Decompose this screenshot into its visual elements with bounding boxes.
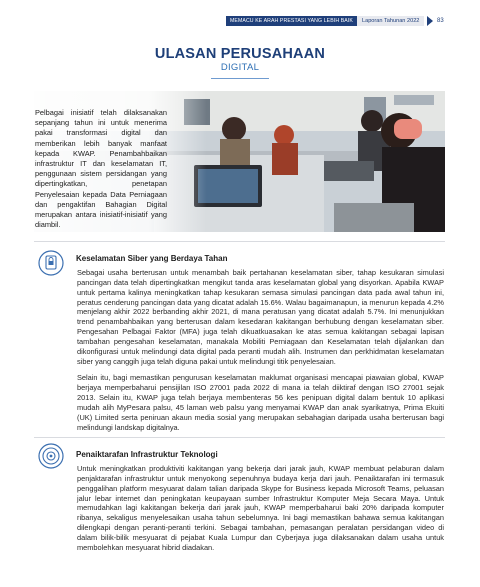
section-tech-infrastructure	[34, 437, 445, 577]
section-heading: Penaiktarafan Infrastruktur Teknologi	[76, 450, 218, 459]
section-heading: Keselamatan Siber yang Berdaya Tahan	[76, 254, 228, 263]
section-body	[77, 268, 444, 440]
page-subtitle: DIGITAL	[220, 62, 260, 73]
report-header	[226, 16, 433, 26]
section-cyber-security	[34, 241, 445, 432]
header-arrow-icon	[427, 16, 433, 26]
header-tagline: MEMACU KE ARAH PRESTASI YANG LEBIH BAIK	[226, 16, 357, 26]
title-divider	[211, 78, 269, 79]
section-paragraph: Selain itu, bagi memastikan pengurusan keselamatan maklumat organisasi mencapai piawaian global, KWAP berjaya memperbaharui pensijilan ISO 27001 pada 2022 di mana ia telah diiktiraf dengan ISO 27001 sejak 2013. Selain itu, KWAP juga telah berjaya membenteras 56 kes penipuan digital dalam bentuk 10 aplikasi mudah alih MyPesara palsu, 45 laman web palsu yang menyamai KWAP dan anak syarikatnya, Prima Ekuiti (UK) Limited serta peniruan akaun media sosial yang merupakan sebahagian daripada usaha berterusan bagi melindungi landskap digitalnya.	[77, 373, 444, 432]
page-title: ULASAN PERUSAHAAN	[154, 46, 326, 62]
section-body	[77, 464, 444, 560]
header-report-title: Laporan Tahunan 2022	[357, 16, 424, 26]
target-icon	[38, 443, 64, 469]
page-number: 83	[437, 18, 444, 24]
section-paragraph: Untuk meningkatkan produktiviti kakitangan yang bekerja dari jarak jauh, KWAP membuat pelaburan dalam penjaktarafan infrastruktur untuk menyokong sepenuhnya budaya kerja dari jauh. Penaiktarafan ini termasuk penggalihan platform mesyuarat dalam talian daripada Skype for Business kepada Microsoft Teams, peluasan jalur lebar internet dan peningkatan keupayaan sumber Infrastruktur Komputer Meja Secara Maya. Untuk memudahkan lagi kakitangan bekerja dari jarak jauh, KWAP memperbaharui baki 20% daripada komputer ribanya, sekaligus menyelesaikan usaha tahun sebelumnya. Ini bagi memastikan bahawa semua kakitangan dilengkapi dengan peranti-peranti terkini. Sebagai tambahan, pemasangan peralatan persidangan video di dalam bilik-bilik mesyuarat di pejabat Kuala Lumpur dan Cyberjaya juga dilaksanakan dalam usaha untuk membolehkan mesyuarat hibrid diadakan.	[77, 464, 444, 552]
section-paragraph: Sebagai usaha berterusan untuk menambah baik pertahanan keselamatan siber, tahap kesukaran simulasi pancingan data telah dipertingkatkan mengikut tanda aras keselamatan global yang disyorkan. Apabila KWAP untuk pertama kalinya meningkatkan tahap kesukaran semasa simulasi pancingan data pada awal tahun ini, peratus cenderung pancingan data yang dicatat adalah 15.6%. Walau bagaimanapun, ia menurun kepada 4.2% menjelang akhir 2022 berbanding akhir 2021, di mana peratusan yang dicatat adalah 5.7%. Ini menunjukkan trend penambahbaikan yang berterusan dalam kesedaran kakitangan berhubung dengan keselamatan siber. Pengesahan Pelbagai Faktor (MFA) juga telah dikuatkuasakan ke atas semua kakitangan sebagai lapisan tambahan pengesahan keselamatan, manakala Mobiliti Perniagaan dan Keselamatan telah dijalankan dan dikonfigurasi untuk melindungi data digital pada peranti mudah alih. Instrumen dan perkhidmatan keselamatan siber yang canggih juga telah diguna pakai untuk melindungi titik penyelesaian.	[77, 268, 444, 366]
shield-lock-icon	[38, 250, 64, 276]
photo-caption: Pelbagai inisiatif telah dilaksanakan sepanjang tahun ini untuk menerima pakai transformasi digital dan memberikan lebih banyak manfaat kepada KWAP. Penambahbaikan infrastruktur IT dan keselamatan IT, penggunaan sistem persidangan yang dipertingkatkan, penetapan Penyelesaian kepada Data Perniagaan dan pengaktifan Bahagian Digital merupakan antara inisiatif-inisiatif yang diambil.	[35, 108, 167, 230]
